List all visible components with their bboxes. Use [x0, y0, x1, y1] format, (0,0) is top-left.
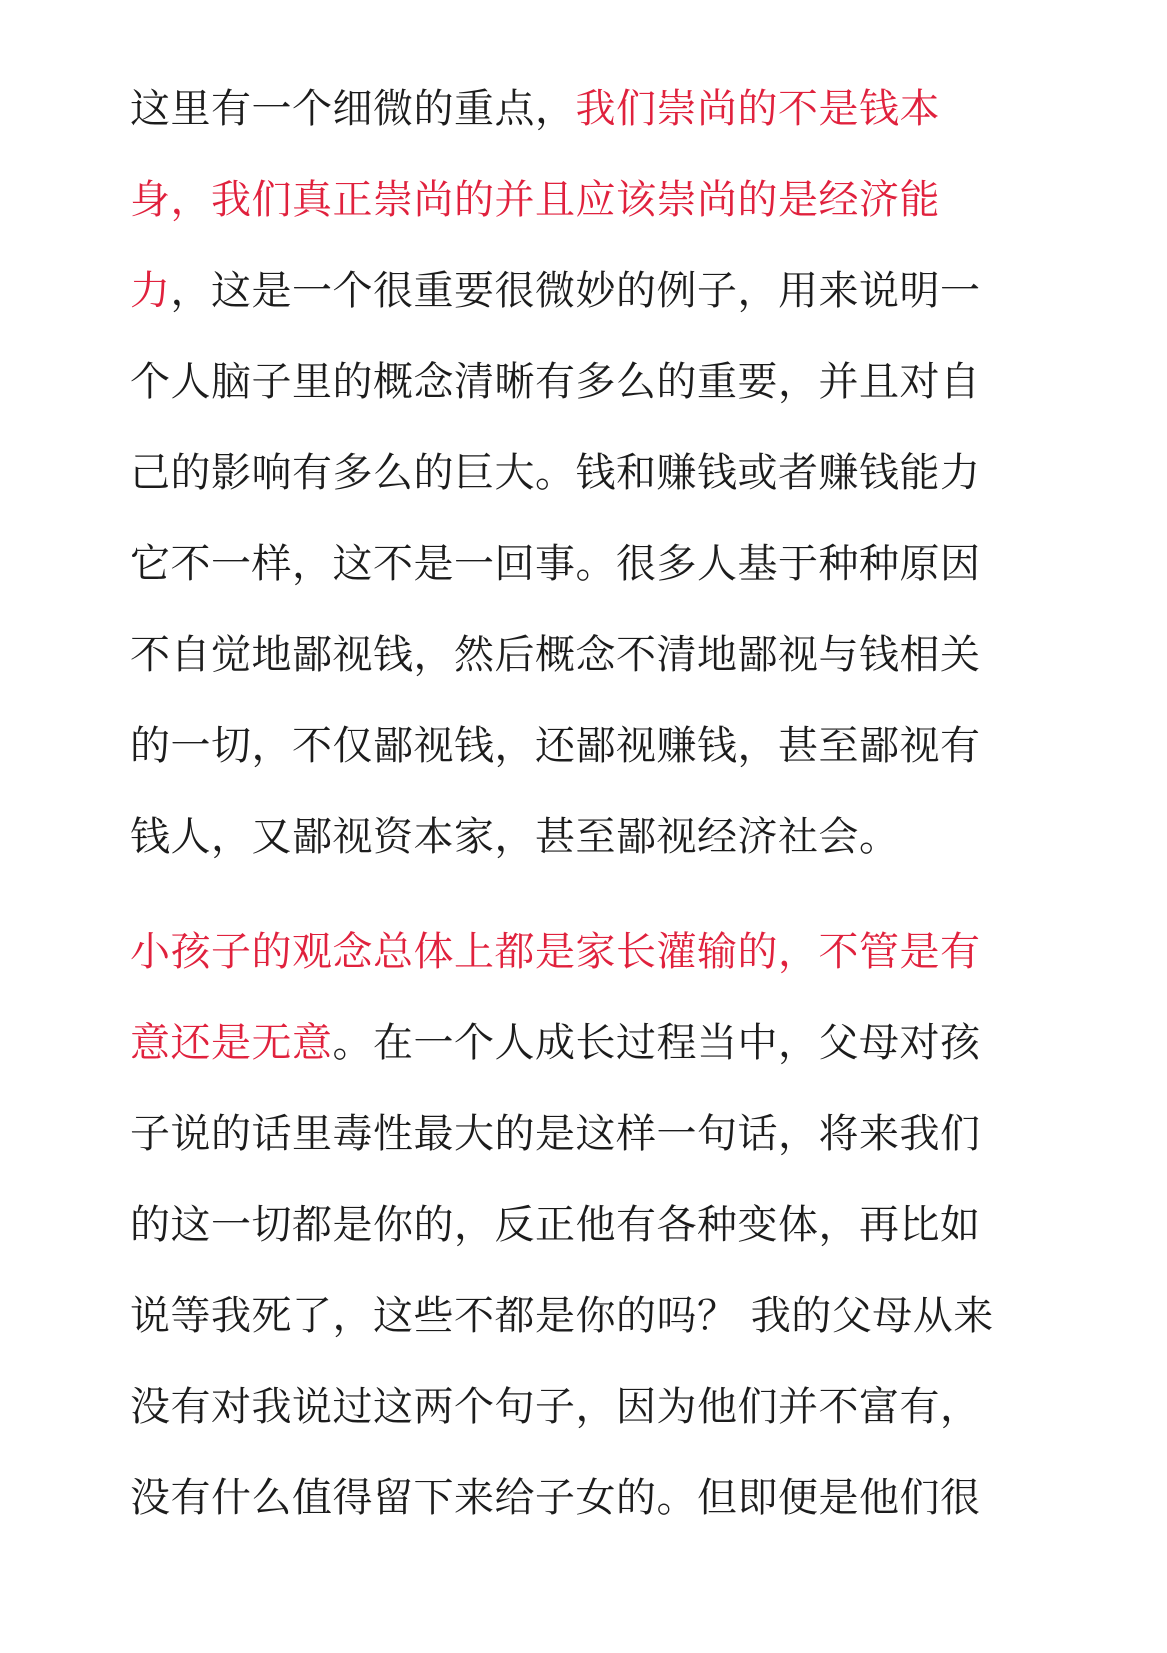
text-line: [130, 428, 1030, 519]
text-line: [130, 64, 1030, 155]
text-line: [130, 610, 1030, 701]
highlighted-text-span: 身，我们真正崇尚的并且应该崇尚的是经济能: [130, 177, 940, 223]
text-span: 这里有一个细微的重点，: [130, 86, 576, 132]
text-span: 说等我死了，这些不都是你的吗？ 我的父母从来: [130, 1293, 994, 1339]
text-span: 个人脑子里的概念清晰有多么的重要，并且对自: [130, 359, 981, 405]
highlighted-text-span: 力: [130, 268, 171, 314]
text-line: [130, 1180, 1030, 1271]
paragraph-2: [130, 907, 1030, 1544]
text-span: 。在一个人成长过程当中，父母对孩: [332, 1020, 981, 1066]
text-span: 钱人，又鄙视资本家，甚至鄙视经济社会。: [130, 814, 900, 860]
text-line: [130, 1089, 1030, 1180]
text-line: [130, 1362, 1030, 1453]
text-span: ，这是一个很重要很微妙的例子，用来说明一: [170, 268, 981, 314]
text-span: 没有对我说过这两个句子，因为他们并不富有，: [130, 1384, 981, 1430]
text-line: [130, 155, 1030, 246]
text-span: 的一切，不仅鄙视钱，还鄙视赚钱，甚至鄙视有: [130, 723, 981, 769]
text-span: 它不一样，这不是一回事。很多人基于种种原因: [130, 541, 981, 587]
highlighted-text-span: 我们崇尚的不是钱本: [575, 86, 940, 132]
text-line: [130, 1453, 1030, 1544]
text-line: [130, 792, 1030, 883]
text-line: [130, 246, 1030, 337]
text-span: 不自觉地鄙视钱，然后概念不清地鄙视与钱相关: [130, 632, 981, 678]
text-span: 没有什么值得留下来给子女的。但即便是他们很: [130, 1475, 981, 1521]
text-span: 己的影响有多么的巨大。钱和赚钱或者赚钱能力: [130, 450, 981, 496]
text-span: 的这一切都是你的，反正他有各种变体，再比如: [130, 1202, 981, 1248]
text-span: 子说的话里毒性最大的是这样一句话，将来我们: [130, 1111, 981, 1157]
highlighted-text-span: 意还是无意: [130, 1020, 333, 1066]
text-line: [130, 337, 1030, 428]
highlighted-text-span: 小孩子的观念总体上都是家长灌输的，不管是有: [130, 929, 981, 975]
text-line: [130, 907, 1030, 998]
paragraph-1: [130, 64, 1030, 883]
text-line: [130, 998, 1030, 1089]
text-line: [130, 701, 1030, 792]
text-line: [130, 519, 1030, 610]
text-line: [130, 1271, 1030, 1362]
